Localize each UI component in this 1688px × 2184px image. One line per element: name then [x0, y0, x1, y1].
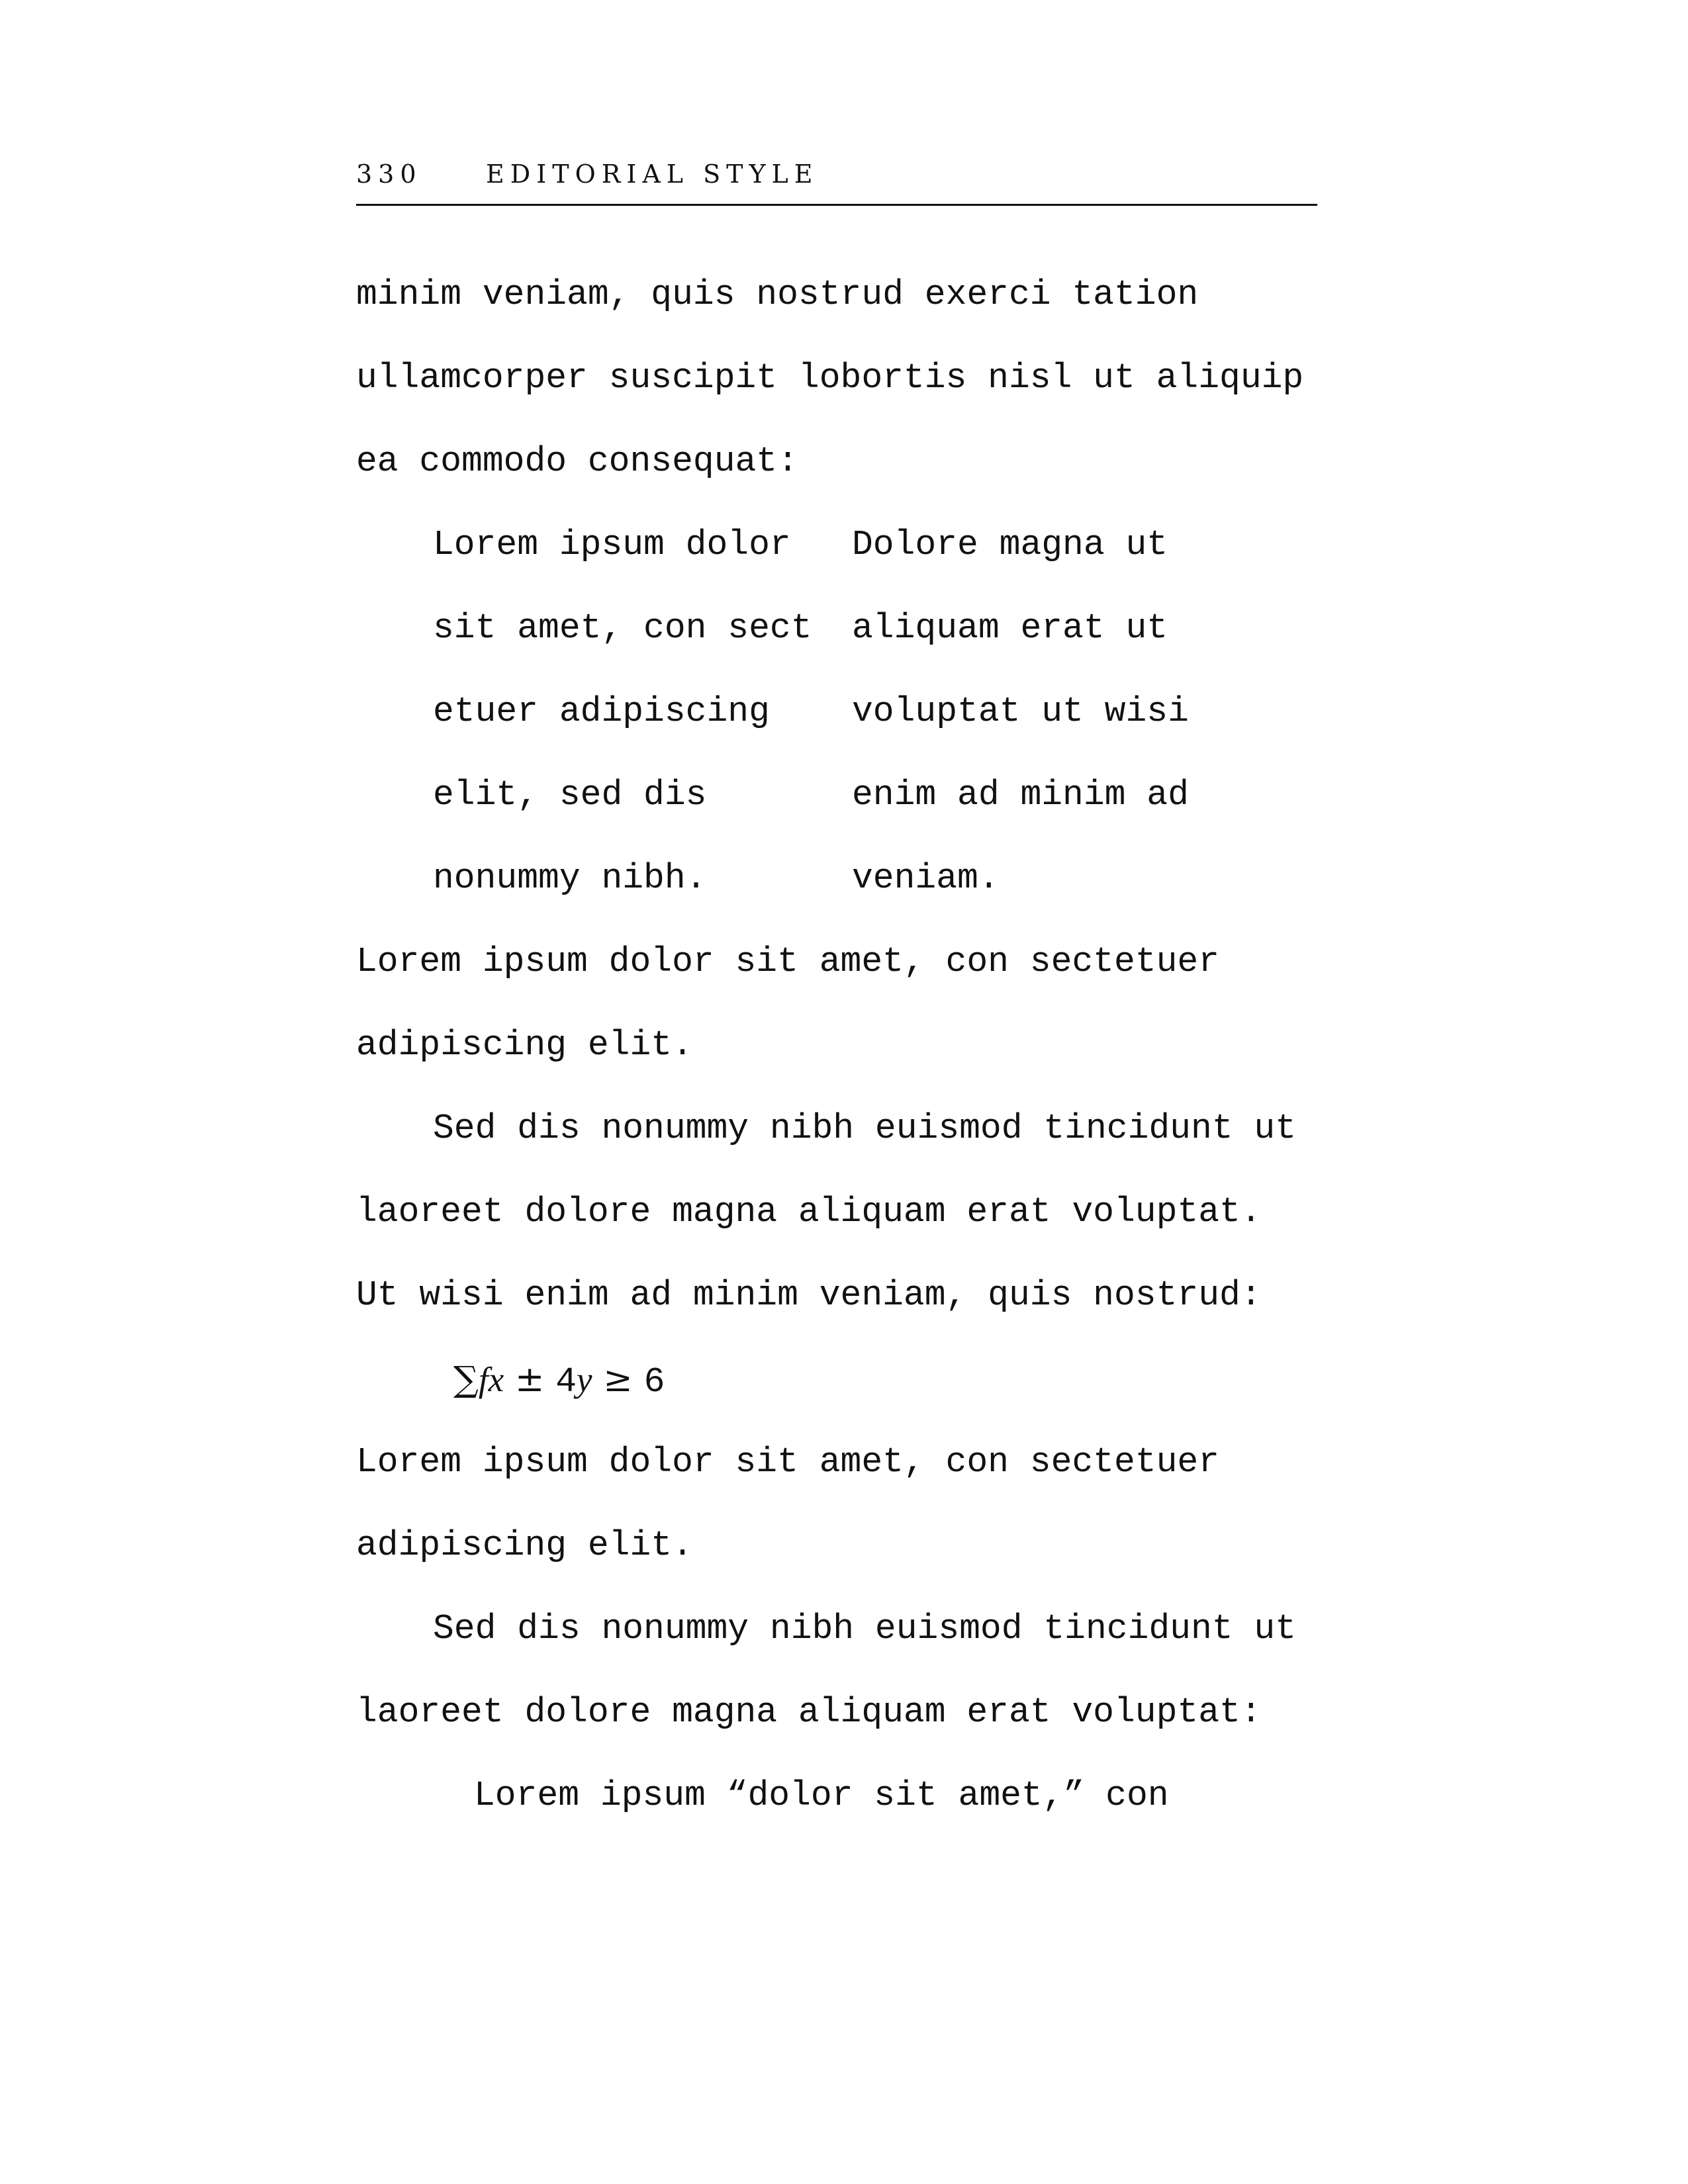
- geq-symbol: ≥: [592, 1359, 644, 1400]
- column-right-line: enim ad minim ad: [852, 775, 1189, 815]
- page-number: 330: [356, 159, 422, 189]
- column-right-line: Dolore magna ut: [852, 525, 1168, 565]
- text-line: laoreet dolore magna aliquam erat voluptat:: [356, 1692, 1262, 1732]
- column-left-line: sit amet, con sect: [433, 608, 812, 648]
- column-right-line: aliquam erat ut: [852, 608, 1168, 648]
- sigma-symbol: ∑: [453, 1359, 479, 1400]
- text-line: Sed dis nonummy nibh euismod tincidunt ut: [433, 1609, 1297, 1649]
- text-line: minim veniam, quis nostrud exerci tation: [356, 275, 1199, 314]
- equation-y: y: [577, 1361, 592, 1399]
- column-left-line: etuer adipiscing: [433, 692, 770, 731]
- block-quote-line: Lorem ipsum “dolor sit amet,” con: [474, 1776, 1169, 1815]
- column-left-line: Lorem ipsum dolor: [433, 525, 791, 565]
- text-line: laoreet dolore magna aliquam erat voluptat.: [356, 1192, 1262, 1232]
- text-line: Sed dis nonummy nibh euismod tincidunt ut: [433, 1109, 1297, 1148]
- plus-minus-symbol: ±: [504, 1359, 556, 1400]
- text-line: ullamcorper suscipit lobortis nisl ut aliquip: [356, 358, 1304, 398]
- column-left-line: nonummy nibh.: [433, 858, 707, 898]
- text-line: adipiscing elit.: [356, 1525, 693, 1565]
- text-line: Lorem ipsum dolor sit amet, con sectetuer: [356, 942, 1220, 981]
- column-left-line: elit, sed dis: [433, 775, 707, 815]
- column-right-line: voluptat ut wisi: [852, 692, 1189, 731]
- equation-fx: fx: [478, 1361, 504, 1399]
- text-line: ea commodo consequat:: [356, 441, 798, 481]
- running-head: [356, 158, 1317, 206]
- equation-coefficient: 4: [555, 1362, 577, 1402]
- equation: [453, 1357, 665, 1405]
- running-title: EDITORIAL STYLE: [486, 159, 819, 189]
- equation-constant: 6: [643, 1362, 665, 1402]
- text-line: Lorem ipsum dolor sit amet, con sectetuer: [356, 1442, 1220, 1482]
- column-right-line: veniam.: [852, 858, 1000, 898]
- text-line: Ut wisi enim ad minim veniam, quis nostrud:: [356, 1275, 1262, 1315]
- text-line: adipiscing elit.: [356, 1025, 693, 1065]
